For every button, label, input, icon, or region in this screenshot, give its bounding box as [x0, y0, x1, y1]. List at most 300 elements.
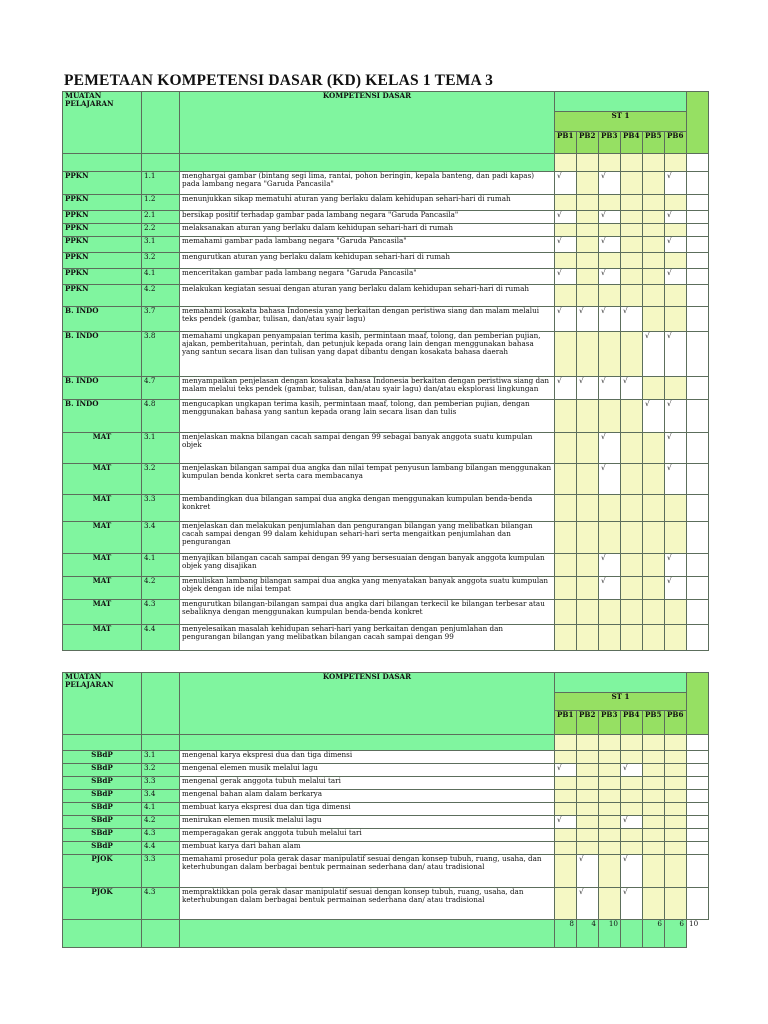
check-cell-pb2	[577, 253, 599, 269]
subject-cell: MAT	[63, 433, 142, 464]
kd-code-cell: 4.1	[142, 269, 180, 285]
row-spacer	[687, 211, 709, 224]
totals-blank	[63, 920, 142, 948]
kd-text-cell: mengurutkan bilangan-bilangan sampai dua angka dari bilangan terkecil ke bilangan terbesar atau sebaliknya dengan menggunakan kumpulan benda-benda konkret	[180, 600, 555, 625]
kd-code-cell: 3.2	[142, 253, 180, 269]
check-cell-pb5	[643, 764, 665, 777]
check-cell-pb3	[599, 400, 621, 433]
check-cell-pb1	[555, 842, 577, 855]
header-extension	[687, 92, 709, 154]
check-cell-pb3: √	[599, 307, 621, 332]
row-spacer	[687, 269, 709, 285]
check-cell-pb4	[621, 600, 643, 625]
check-cell-pb5	[643, 816, 665, 829]
kd-text-cell: memperagakan gerak anggota tubuh melalui tari	[180, 829, 555, 842]
check-cell-pb6	[665, 495, 687, 522]
pb-header-4: PB4	[621, 711, 643, 735]
kd-text-cell: menjelaskan bilangan sampai dua angka dan nilai tempat penyusun lambang bilangan menggunakan kumpulan benda konkret serta cara membacanya	[180, 464, 555, 495]
kd-text-cell: mengurutkan aturan yang berlaku dalam kehidupan sehari-hari di rumah	[180, 253, 555, 269]
check-cell-pb3	[599, 855, 621, 888]
check-cell-pb1	[555, 285, 577, 307]
table-row	[63, 577, 709, 600]
check-cell-pb6	[665, 803, 687, 816]
check-cell-pb1	[555, 495, 577, 522]
kd-code-cell: 2.2	[142, 224, 180, 237]
check-cell-pb3	[599, 842, 621, 855]
check-cell-pb5	[643, 790, 665, 803]
check-cell-pb6	[665, 816, 687, 829]
total-pb4	[621, 920, 643, 948]
subject-cell: B. INDO	[63, 307, 142, 332]
check-cell-pb3: √	[599, 433, 621, 464]
pb-header-4: PB4	[621, 132, 643, 154]
check-cell-pb1	[555, 790, 577, 803]
kd-code-cell: 3.7	[142, 307, 180, 332]
table-row	[63, 625, 709, 651]
pb-header-6: PB6	[665, 132, 687, 154]
check-cell-pb3: √	[599, 237, 621, 253]
code-header	[142, 92, 180, 154]
table-row	[63, 332, 709, 377]
row-spacer	[687, 307, 709, 332]
check-cell-pb5	[643, 285, 665, 307]
check-cell-pb2	[577, 764, 599, 777]
pb-header-5: PB5	[643, 132, 665, 154]
kd-text-cell: menunjukkan sikap mematuhi aturan yang berlaku dalam kehidupan sehari-hari di rumah	[180, 195, 555, 211]
check-cell-pb6	[665, 600, 687, 625]
kd-text-cell: mengenal bahan alam dalam berkarya	[180, 790, 555, 803]
check-cell-pb1: √	[555, 816, 577, 829]
check-cell-pb6	[665, 253, 687, 269]
row-spacer	[687, 554, 709, 577]
check-cell-pb3	[599, 195, 621, 211]
check-cell-pb2	[577, 816, 599, 829]
check-cell-pb3: √	[599, 464, 621, 495]
kd-header: KOMPETENSI DASAR	[180, 92, 555, 154]
page-title: PEMETAAN KOMPETENSI DASAR (KD) KELAS 1 TEMA 3	[64, 72, 494, 89]
kd-code-cell: 4.8	[142, 400, 180, 433]
check-cell-pb4	[621, 790, 643, 803]
check-cell-pb3: √	[599, 577, 621, 600]
row-spacer	[687, 829, 709, 842]
check-cell-pb5	[643, 625, 665, 651]
kd-text-cell: menyajikan bilangan cacah sampai dengan 99 yang bersesuaian dengan banyak anggota kumpulan objek yang disajikan	[180, 554, 555, 577]
check-cell-pb4	[621, 332, 643, 377]
check-cell-pb1: √	[555, 307, 577, 332]
subject-cell: MAT	[63, 625, 142, 651]
st1-header-2: ST 1	[555, 693, 687, 711]
check-cell-pb1: √	[555, 211, 577, 224]
check-cell-pb4	[621, 842, 643, 855]
table-row	[63, 211, 709, 224]
check-cell-pb6	[665, 790, 687, 803]
subject-cell: MAT	[63, 600, 142, 625]
check-cell-pb3: √	[599, 211, 621, 224]
row-spacer	[687, 855, 709, 888]
pb-header-1: PB1	[555, 711, 577, 735]
subject-cell: SBdP	[63, 816, 142, 829]
subject-cell: SBdP	[63, 790, 142, 803]
check-cell-pb1	[555, 577, 577, 600]
kd-code-cell: 3.3	[142, 855, 180, 888]
header-extension-2	[687, 673, 709, 735]
check-cell-pb3	[599, 522, 621, 554]
row-spacer	[687, 816, 709, 829]
check-cell-pb2: √	[577, 307, 599, 332]
pb-header-2: PB2	[577, 711, 599, 735]
kd-code-cell: 2.1	[142, 211, 180, 224]
check-cell-pb3	[599, 751, 621, 764]
check-cell-pb5	[643, 855, 665, 888]
check-cell-pb4: √	[621, 307, 643, 332]
check-cell-pb2	[577, 332, 599, 377]
check-cell-pb4	[621, 803, 643, 816]
subject-cell: PPKN	[63, 172, 142, 195]
kd-text-cell: membuat karya dari bahan alam	[180, 842, 555, 855]
kd-mapping-table-2	[62, 672, 709, 948]
kd-code-cell: 4.2	[142, 816, 180, 829]
subject-cell: PPKN	[63, 253, 142, 269]
check-cell-pb3: √	[599, 269, 621, 285]
kd-code-cell: 4.3	[142, 888, 180, 920]
total-pb1: 8	[555, 920, 577, 948]
subject-cell: PPKN	[63, 224, 142, 237]
row-spacer	[687, 237, 709, 253]
row-spacer	[687, 332, 709, 377]
kd-text-cell: menyelesaikan masalah kehidupan sehari-hari yang berkaitan dengan penjumlahan dan pengurangan bilangan yang melibatkan bilangan cacah sampai dengan 99	[180, 625, 555, 651]
check-cell-pb2: √	[577, 377, 599, 400]
row-spacer	[687, 522, 709, 554]
code-header-2	[142, 673, 180, 735]
check-cell-pb4	[621, 751, 643, 764]
totals-row	[63, 920, 709, 948]
pb-header-1: PB1	[555, 132, 577, 154]
check-cell-pb3	[599, 803, 621, 816]
check-cell-pb6: √	[665, 332, 687, 377]
totals-blank	[142, 920, 180, 948]
check-cell-pb3: √	[599, 554, 621, 577]
kd-code-cell: 1.1	[142, 172, 180, 195]
check-cell-pb1	[555, 829, 577, 842]
table-row	[63, 855, 709, 888]
check-cell-pb6	[665, 855, 687, 888]
subject-cell: MAT	[63, 554, 142, 577]
check-cell-pb4	[621, 253, 643, 269]
check-cell-pb5: √	[643, 332, 665, 377]
subject-cell: MAT	[63, 577, 142, 600]
check-cell-pb6	[665, 285, 687, 307]
check-cell-pb3	[599, 764, 621, 777]
check-cell-pb1: √	[555, 172, 577, 195]
check-cell-pb2	[577, 751, 599, 764]
check-cell-pb3	[599, 777, 621, 790]
check-cell-pb3	[599, 888, 621, 920]
check-cell-pb5	[643, 269, 665, 285]
pb-header-3: PB3	[599, 132, 621, 154]
check-cell-pb1	[555, 224, 577, 237]
row-spacer	[687, 625, 709, 651]
check-cell-pb4	[621, 625, 643, 651]
row-spacer	[687, 400, 709, 433]
subject-cell: PJOK	[63, 888, 142, 920]
row-spacer	[687, 195, 709, 211]
kd-text-cell: melaksanakan aturan yang berlaku dalam kehidupan sehari-hari di rumah	[180, 224, 555, 237]
check-cell-pb1	[555, 522, 577, 554]
subject-cell: B. INDO	[63, 400, 142, 433]
kd-text-cell: menuliskan lambang bilangan sampai dua angka yang menyatakan banyak anggota suatu kumpulan objek dengan ide nilai tempat	[180, 577, 555, 600]
table-row	[63, 829, 709, 842]
subject-cell: PPKN	[63, 285, 142, 307]
table-row	[63, 816, 709, 829]
check-cell-pb3	[599, 253, 621, 269]
check-cell-pb5	[643, 600, 665, 625]
subject-cell: SBdP	[63, 764, 142, 777]
kd-code-cell: 4.3	[142, 829, 180, 842]
row-spacer	[687, 790, 709, 803]
check-cell-pb6	[665, 888, 687, 920]
check-cell-pb6: √	[665, 172, 687, 195]
check-cell-pb3	[599, 600, 621, 625]
subject-cell: SBdP	[63, 803, 142, 816]
total-pb5: 6	[643, 920, 665, 948]
table-row	[63, 464, 709, 495]
check-cell-pb6: √	[665, 464, 687, 495]
table-row	[63, 433, 709, 464]
check-cell-pb6: √	[665, 554, 687, 577]
check-cell-pb4	[621, 195, 643, 211]
check-cell-pb5: √	[643, 400, 665, 433]
kd-code-cell: 3.3	[142, 495, 180, 522]
check-cell-pb4: √	[621, 764, 643, 777]
check-cell-pb1	[555, 600, 577, 625]
kd-text-cell: mengenal karya ekspresi dua dan tiga dimensi	[180, 751, 555, 764]
check-cell-pb3	[599, 829, 621, 842]
kd-header-2: KOMPETENSI DASAR	[180, 673, 555, 735]
kd-code-cell: 3.4	[142, 790, 180, 803]
check-cell-pb4	[621, 433, 643, 464]
check-cell-pb4	[621, 554, 643, 577]
kd-code-cell: 3.1	[142, 751, 180, 764]
check-cell-pb6	[665, 195, 687, 211]
check-cell-pb1	[555, 625, 577, 651]
row-spacer	[687, 751, 709, 764]
table-row	[63, 172, 709, 195]
row-spacer	[687, 433, 709, 464]
subject-cell: PPKN	[63, 211, 142, 224]
check-cell-pb2	[577, 790, 599, 803]
check-cell-pb3	[599, 285, 621, 307]
check-cell-pb3	[599, 790, 621, 803]
kd-code-cell: 3.4	[142, 522, 180, 554]
check-cell-pb3	[599, 625, 621, 651]
kd-mapping-table-1	[62, 91, 709, 651]
subject-cell: B. INDO	[63, 332, 142, 377]
check-cell-pb4: √	[621, 377, 643, 400]
kd-code-cell: 4.2	[142, 285, 180, 307]
kd-code-cell: 3.1	[142, 237, 180, 253]
pb-header-6: PB6	[665, 711, 687, 735]
check-cell-pb2	[577, 237, 599, 253]
check-cell-pb6	[665, 307, 687, 332]
check-cell-pb4	[621, 577, 643, 600]
check-cell-pb1	[555, 464, 577, 495]
subject-cell: PPKN	[63, 237, 142, 253]
kd-text-cell: mempraktikkan pola gerak dasar manipulatif sesuai dengan konsep tubuh, ruang, usaha, dan keterhubungan dalam berbagai bentuk permainan sederhana dan/ atau tradisional	[180, 888, 555, 920]
kd-text-cell: membuat karya ekspresi dua dan tiga dimensi	[180, 803, 555, 816]
pb-header-2: PB2	[577, 132, 599, 154]
row-spacer	[687, 172, 709, 195]
check-cell-pb5	[643, 433, 665, 464]
check-cell-pb3	[599, 332, 621, 377]
header-blank	[555, 92, 687, 112]
row-spacer	[687, 764, 709, 777]
check-cell-pb6: √	[665, 211, 687, 224]
check-cell-pb5	[643, 464, 665, 495]
check-cell-pb2	[577, 777, 599, 790]
table-row	[63, 195, 709, 211]
check-cell-pb2	[577, 269, 599, 285]
check-cell-pb3	[599, 224, 621, 237]
check-cell-pb6: √	[665, 269, 687, 285]
row-spacer	[687, 377, 709, 400]
check-cell-pb5	[643, 803, 665, 816]
kd-text-cell: memahami kosakata bahasa Indonesia yang berkaitan dengan peristiwa siang dan malam melalui teks pendek (gambar, tulisan, dan/atau syair lagu)	[180, 307, 555, 332]
check-cell-pb4	[621, 211, 643, 224]
check-cell-pb3	[599, 495, 621, 522]
check-cell-pb1	[555, 195, 577, 211]
table-row	[63, 803, 709, 816]
subject-cell: SBdP	[63, 777, 142, 790]
totals-blank	[180, 920, 555, 948]
check-cell-pb2	[577, 172, 599, 195]
check-cell-pb1	[555, 433, 577, 464]
table-row	[63, 790, 709, 803]
check-cell-pb2	[577, 625, 599, 651]
row-spacer	[687, 253, 709, 269]
check-cell-pb4	[621, 269, 643, 285]
row-spacer	[687, 285, 709, 307]
check-cell-pb2	[577, 577, 599, 600]
check-cell-pb4	[621, 464, 643, 495]
kd-code-cell: 4.1	[142, 554, 180, 577]
kd-code-cell: 4.7	[142, 377, 180, 400]
check-cell-pb2	[577, 211, 599, 224]
subject-cell: MAT	[63, 464, 142, 495]
check-cell-pb2	[577, 842, 599, 855]
kd-code-cell: 4.4	[142, 625, 180, 651]
check-cell-pb1	[555, 332, 577, 377]
check-cell-pb4: √	[621, 855, 643, 888]
check-cell-pb6	[665, 224, 687, 237]
subject-cell: MAT	[63, 495, 142, 522]
check-cell-pb4	[621, 829, 643, 842]
check-cell-pb5	[643, 377, 665, 400]
table-row	[63, 377, 709, 400]
check-cell-pb5	[643, 888, 665, 920]
check-cell-pb2	[577, 495, 599, 522]
kd-code-cell: 3.3	[142, 777, 180, 790]
row-spacer	[687, 600, 709, 625]
row-spacer	[687, 464, 709, 495]
table-row	[63, 495, 709, 522]
check-cell-pb2	[577, 554, 599, 577]
check-cell-pb1	[555, 253, 577, 269]
check-cell-pb5	[643, 253, 665, 269]
check-cell-pb6: √	[665, 400, 687, 433]
check-cell-pb5	[643, 495, 665, 522]
check-cell-pb5	[643, 842, 665, 855]
check-cell-pb5	[643, 195, 665, 211]
check-cell-pb5	[643, 751, 665, 764]
kd-code-cell: 4.3	[142, 600, 180, 625]
row-spacer	[687, 777, 709, 790]
kd-code-cell: 4.1	[142, 803, 180, 816]
kd-code-cell: 3.2	[142, 764, 180, 777]
table-row	[63, 237, 709, 253]
subject-cell: SBdP	[63, 829, 142, 842]
check-cell-pb5	[643, 307, 665, 332]
kd-text-cell: menghargai gambar (bintang segi lima, rantai, pohon beringin, kepala banteng, dan padi kapas) pada lambang negara "Garuda Pancasila"	[180, 172, 555, 195]
check-cell-pb6	[665, 377, 687, 400]
check-cell-pb6	[665, 777, 687, 790]
check-cell-pb3	[599, 816, 621, 829]
check-cell-pb6	[665, 751, 687, 764]
check-cell-pb4	[621, 237, 643, 253]
check-cell-pb1	[555, 855, 577, 888]
kd-code-cell: 3.2	[142, 464, 180, 495]
row-spacer	[687, 803, 709, 816]
check-cell-pb4: √	[621, 816, 643, 829]
check-cell-pb6	[665, 829, 687, 842]
row-spacer	[687, 888, 709, 920]
check-cell-pb5	[643, 829, 665, 842]
kd-code-cell: 4.2	[142, 577, 180, 600]
check-cell-pb5	[643, 777, 665, 790]
pb-header-5: PB5	[643, 711, 665, 735]
check-cell-pb4	[621, 285, 643, 307]
check-cell-pb1: √	[555, 237, 577, 253]
muatan-header-2: MUATAN PELAJARAN	[63, 673, 142, 735]
total-pb6: 6	[665, 920, 687, 948]
table-row	[63, 307, 709, 332]
table-row	[63, 400, 709, 433]
check-cell-pb2	[577, 464, 599, 495]
check-cell-pb6	[665, 522, 687, 554]
check-cell-pb3: √	[599, 377, 621, 400]
total-pb2: 4	[577, 920, 599, 948]
kd-code-cell: 4.4	[142, 842, 180, 855]
total-extra: 10	[689, 919, 699, 928]
check-cell-pb6	[665, 764, 687, 777]
check-cell-pb1: √	[555, 764, 577, 777]
subject-cell: PPKN	[63, 195, 142, 211]
table-row	[63, 764, 709, 777]
kd-text-cell: memahami gambar pada lambang negara "Garuda Pancasila"	[180, 237, 555, 253]
subject-cell: MAT	[63, 522, 142, 554]
kd-text-cell: membandingkan dua bilangan sampai dua angka dengan menggunakan kumpulan benda-benda konkret	[180, 495, 555, 522]
check-cell-pb4: √	[621, 888, 643, 920]
check-cell-pb2	[577, 285, 599, 307]
check-cell-pb2	[577, 600, 599, 625]
row-spacer	[687, 224, 709, 237]
kd-text-cell: bersikap positif terhadap gambar pada lambang negara "Garuda Pancasila"	[180, 211, 555, 224]
check-cell-pb2	[577, 195, 599, 211]
kd-code-cell: 3.1	[142, 433, 180, 464]
kd-code-cell: 1.2	[142, 195, 180, 211]
check-cell-pb4	[621, 400, 643, 433]
kd-text-cell: mengenal gerak anggota tubuh melalui tari	[180, 777, 555, 790]
table-row	[63, 777, 709, 790]
